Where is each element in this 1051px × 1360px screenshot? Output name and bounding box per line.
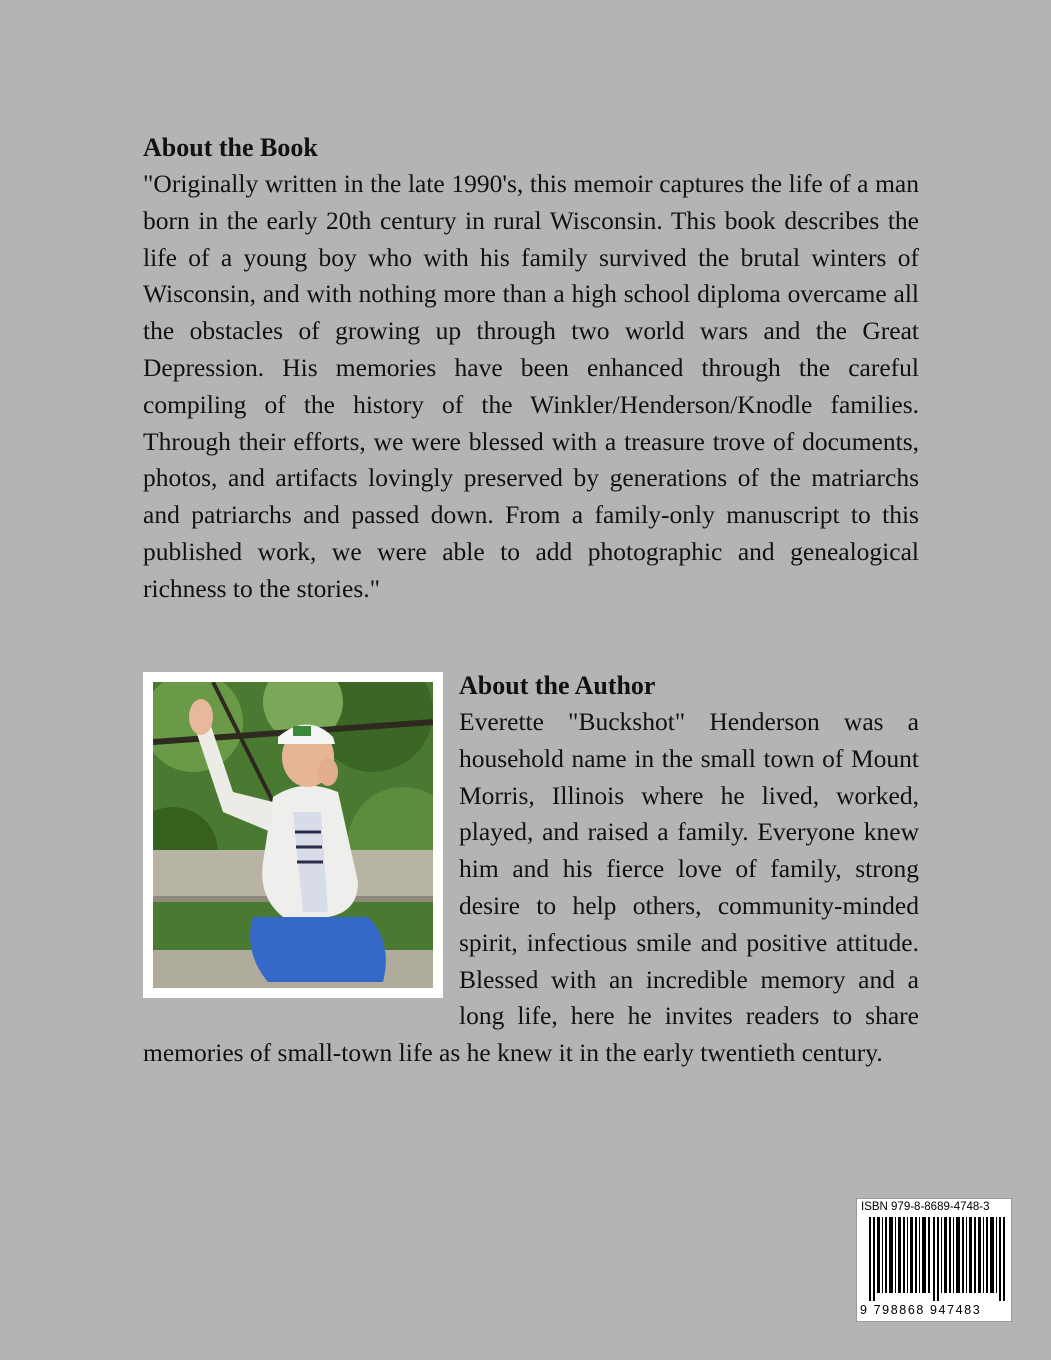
isbn-label: ISBN 979-8-8689-4748-3	[861, 1201, 990, 1213]
about-book-text: "Originally written in the late 1990's, this memoir captures the life of a man born in the early 20th century in rural Wisconsin. This book describes the life of a young boy who with his family survived the brutal winters of Wisconsin, and with nothing more than a high school diploma overcame all the obstacles of growing up through two world wars and the Great Depression. His memories have been enhanced through the careful compiling of the history of the Winkler/Henderson/Knodle families. Through their efforts, we were blessed with a treasure trove of documents, photos, and artifacts lovingly preserved by generations of the matriarchs and patriarchs and passed down. From a family-only manuscript to this published work, we were able to add photographic and genealogical richness to the stories."	[143, 169, 919, 603]
isbn-barcode	[856, 1198, 1012, 1322]
about-author-section	[143, 668, 919, 1072]
author-photo-image	[153, 682, 433, 988]
about-book-section	[143, 130, 919, 608]
about-author-heading: About the Author	[459, 671, 656, 700]
about-book-heading: About the Book	[143, 133, 318, 162]
barcode-digits: 9 798868 947483	[860, 1303, 982, 1317]
barcode-bars	[869, 1217, 1007, 1301]
about-author-text: Everette "Buckshot" Henderson was a household name in the small town of Mount Morris, Illinois where he lived, worked, played, and raised a family. Everyone knew him and his fierce love of family, strong desire to help others, community-minded spirit, infectious smile and positive attitude. Blessed with an incredible memory and a long life, here he invites readers to share memories of small-town life as he knew it in the early twentieth century.	[143, 707, 919, 1068]
author-photo-frame	[143, 672, 443, 998]
author-photo	[153, 682, 433, 988]
